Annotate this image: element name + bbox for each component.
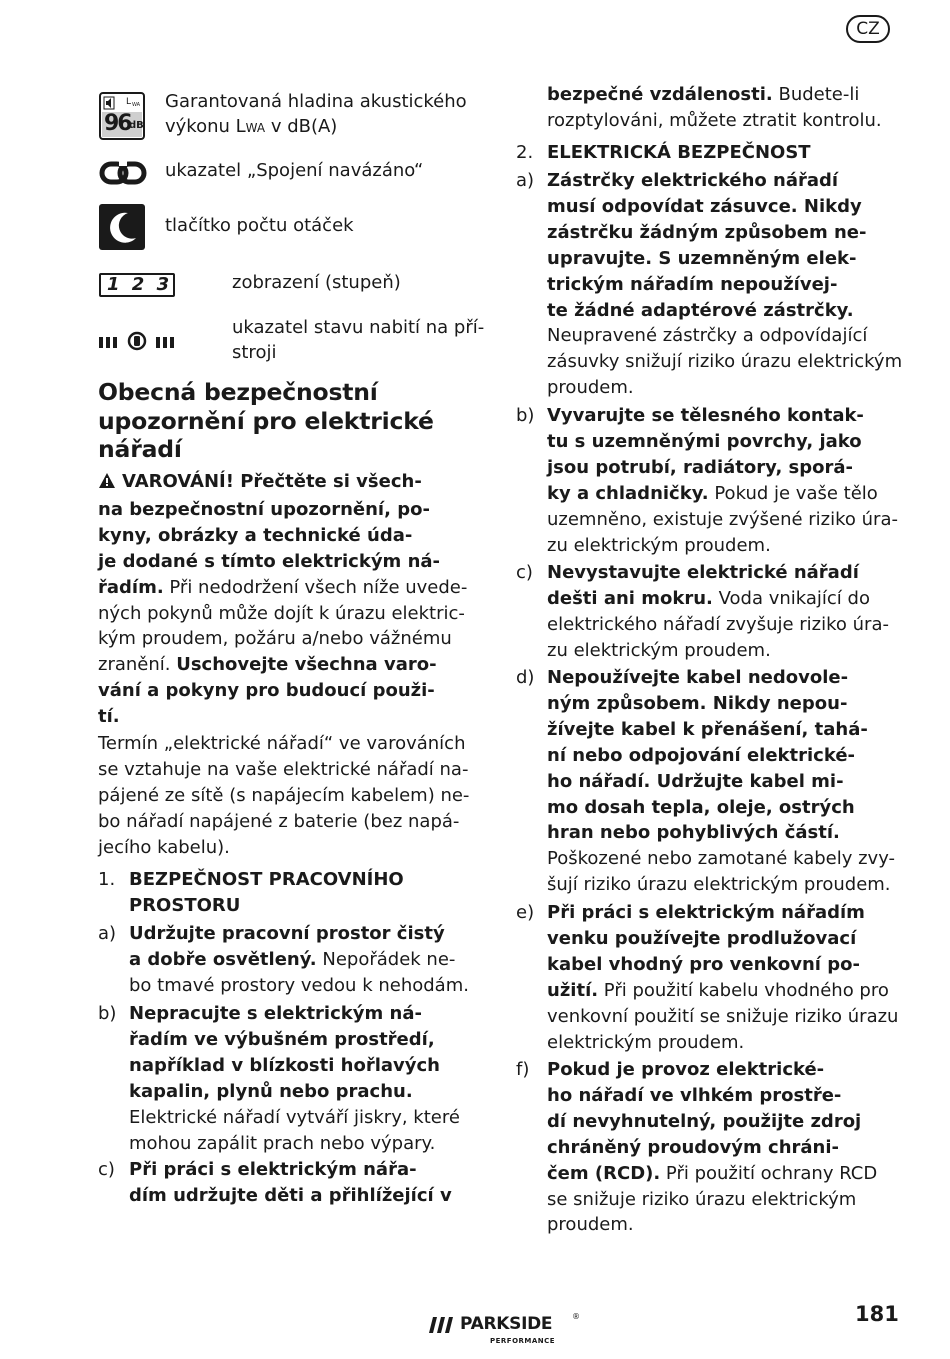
speed-button-icon [99, 204, 145, 254]
logo-stripes-icon [428, 1315, 458, 1335]
symbol-text-speed: tlačítko počtu otáček [165, 215, 354, 236]
continuation-paragraph: bezpečné vzdálenosti. Budete-li rozptylováni, můžete ztratit kontrolu. [547, 84, 882, 131]
symbol-text-stage: zobrazení (stupeň) [232, 272, 401, 293]
language-badge: CZ [846, 15, 890, 43]
symbol-text-sound-power: Garantovaná hladina akustického výkonu LWA v dB(A) [165, 91, 467, 137]
connection-established-icon [99, 160, 147, 190]
symbol-text-connection: ukazatel „Spojení navázáno“ [165, 160, 424, 181]
section-heading: Obecná bezpečnostní upozornění pro elektrické nářadí [98, 378, 434, 463]
page-number: 181 [855, 1302, 899, 1326]
sound-level-value: 96 [104, 111, 131, 136]
parkside-logo: PARKSIDE ® PERFORMANCE [428, 1310, 588, 1350]
warning-paragraph: VAROVÁNÍ! Přečtěte si všech- na bezpečnostní upozornění, po- kyny, obrázky a technické úda- je dodané s tímto elektrickým ná- řadím. Při nedodržení všech níže uvede- ných pokynů může dojít k úrazu elektric- kým proudem, požáru a/nebo vážnému zranění. Uschovejte všechna varo- vání a pokyny pro budoucí použi- tí. [98, 471, 468, 728]
term-paragraph: Termín „elektrické nářadí“ ve varováních se vztahuje na vaše elektrické nářadí na- pájené ze sítě (s napájecím kabelem) ne- bo nářadí napájené z baterie (bez napá- jecího kabelu). [98, 733, 470, 858]
symbol-text-battery: ukazatel stavu nabití na pří- stroji [232, 317, 485, 363]
battery-charge-indicator-icon [99, 331, 179, 355]
stage-display-icon: 1 2 3 [99, 273, 175, 297]
warning-icon [98, 471, 116, 497]
sound-power-level-icon: L WA 96 dB [99, 92, 145, 140]
